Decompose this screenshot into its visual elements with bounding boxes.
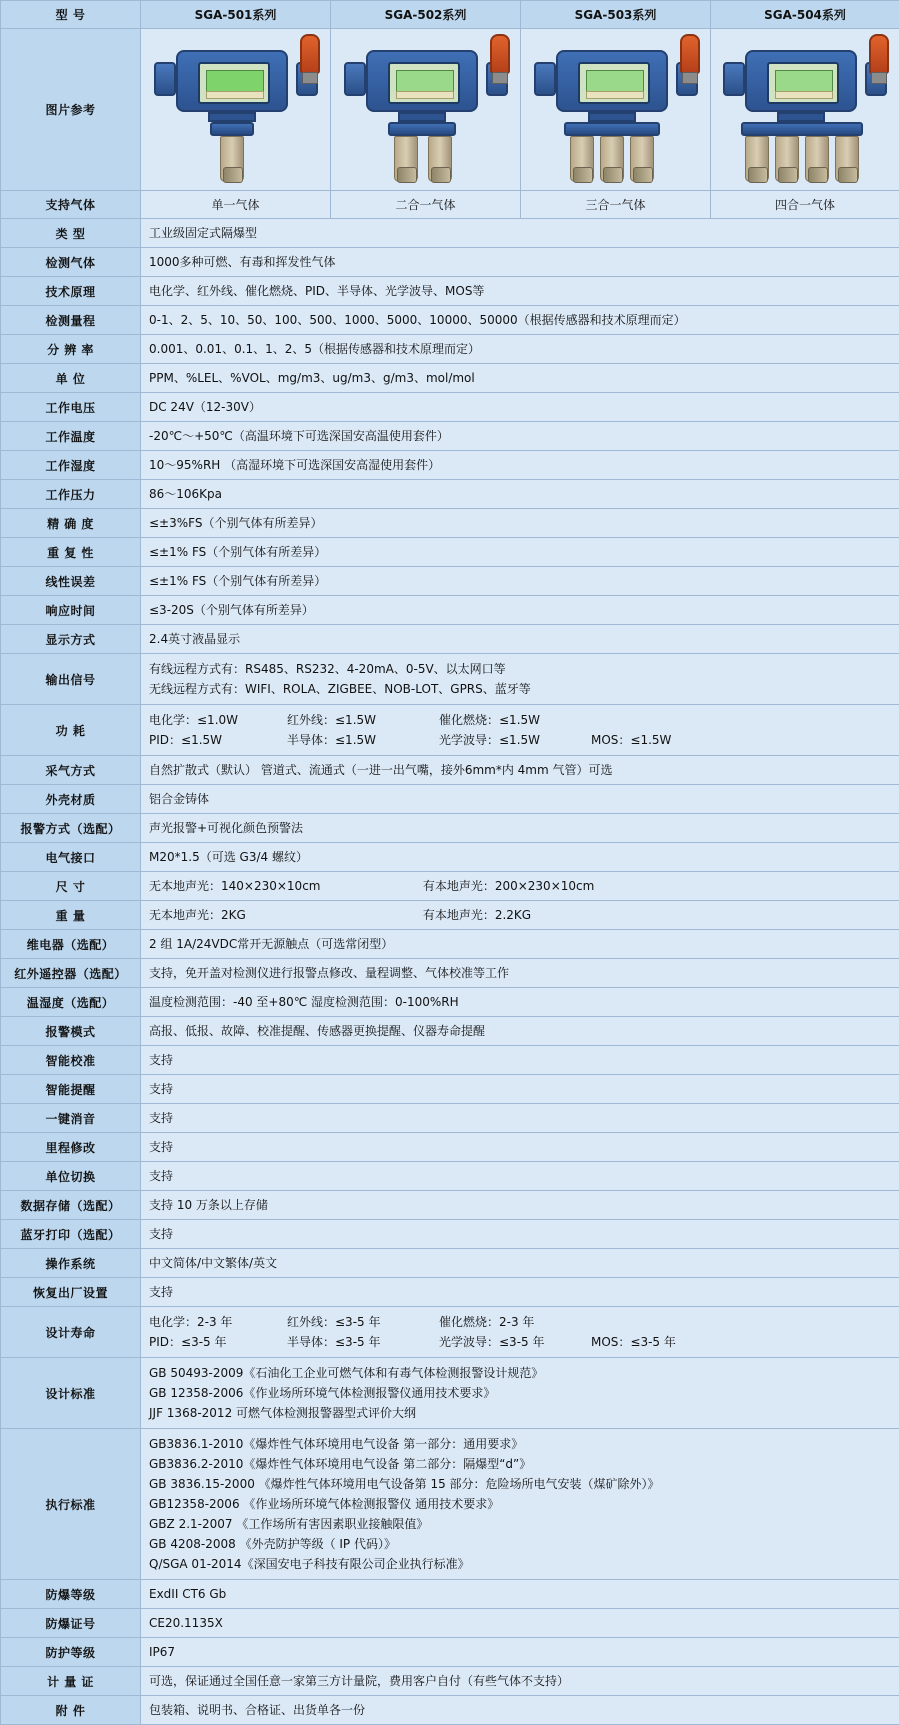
detector-housing (745, 50, 857, 112)
row-value: ExdII CT6 Gb (141, 1580, 899, 1609)
table-row (1, 814, 899, 843)
table-row-power (1, 705, 899, 756)
table-row (1, 277, 899, 306)
detector-housing (556, 50, 668, 112)
manifold-bar (741, 122, 863, 136)
exec-standard-line: GB3836.1-2010《爆炸性气体环境用电气设备 第一部分：通用要求》 (149, 1434, 891, 1454)
row-value: 可选，保证通过全国任意一家第三方计量院，费用客户自付（有些气体不支持） (141, 1667, 899, 1696)
exec-standard-line: GB 3836.15-2000 《爆炸性气体环境用电气设备第 15 部分：危险场所电气安装（煤矿除外）》 (149, 1474, 891, 1494)
detector-neck (208, 112, 256, 122)
table-row (1, 509, 899, 538)
row-label: 红外遥控器（选配） (1, 959, 141, 988)
table-row (1, 567, 899, 596)
row-label-design-standard: 设计标准 (1, 1358, 141, 1429)
row-label: 防护等级 (1, 1638, 141, 1667)
row-value: CE20.1135X (141, 1609, 899, 1638)
table-row (1, 596, 899, 625)
row-label: 单 位 (1, 364, 141, 393)
row-label-output-signal: 输出信号 (1, 654, 141, 705)
row-value: 温度检测范围：-40 至+80℃ 湿度检测范围：0-100%RH (141, 988, 899, 1017)
table-row-images (1, 29, 899, 191)
row-label-gas-support: 支持气体 (1, 191, 141, 219)
power-line-1 (149, 710, 891, 730)
row-value: DC 24V（12-30V） (141, 393, 899, 422)
table-row (1, 393, 899, 422)
row-value: 2.4英寸液晶显示 (141, 625, 899, 654)
row-value: ≤3-20S（个别气体有所差异） (141, 596, 899, 625)
table-row (1, 335, 899, 364)
table-row (1, 1278, 899, 1307)
row-label: 显示方式 (1, 625, 141, 654)
row-value: -20℃～+50℃（高温环境下可选深国安高温使用套件） (141, 422, 899, 451)
row-label: 工作湿度 (1, 451, 141, 480)
table-row (1, 1133, 899, 1162)
life-pid: PID：≤3-5 年 (149, 1333, 287, 1351)
power-line-2 (149, 730, 891, 750)
alarm-beacon-icon (869, 34, 889, 74)
row-label: 防爆等级 (1, 1580, 141, 1609)
table-row (1, 538, 899, 567)
table-row-exec-standard (1, 1429, 899, 1580)
table-row (1, 1017, 899, 1046)
gas-detector-illustration-2 (336, 32, 516, 187)
row-label-dimension: 尺 寸 (1, 872, 141, 901)
product-image-2 (331, 29, 521, 191)
row-label-image-reference: 图片参考 (1, 29, 141, 191)
row-value: 中文简体/中文繁体/英文 (141, 1249, 899, 1278)
row-label: 外壳材质 (1, 785, 141, 814)
row-value-design-standard (141, 1358, 899, 1429)
lcd-display (586, 70, 644, 92)
row-label: 智能提醒 (1, 1075, 141, 1104)
sensor-probe-1 (570, 136, 594, 182)
power-catalytic: 催化燃烧：≤1.5W (439, 711, 591, 729)
alarm-beacon-icon (490, 34, 510, 74)
table-row (1, 1249, 899, 1278)
row-label: 维电器（选配） (1, 930, 141, 959)
row-label: 温湿度（选配） (1, 988, 141, 1017)
row-label: 精 确 度 (1, 509, 141, 538)
design-life-line-2 (149, 1332, 891, 1352)
manifold-bar (564, 122, 660, 136)
table-row-model (1, 1, 899, 29)
row-value: 2 组 1A/24VDC常开无源触点（可选常闭型） (141, 930, 899, 959)
manifold-bar (210, 122, 254, 136)
table-row-design-life (1, 1307, 899, 1358)
housing-left-port (534, 62, 556, 96)
gas-support-value-3: 三合一气体 (521, 191, 711, 219)
row-value: M20*1.5（可选 G3/4 螺纹） (141, 843, 899, 872)
table-row (1, 219, 899, 248)
detector-housing (366, 50, 478, 112)
table-row (1, 1191, 899, 1220)
row-value: 0.001、0.01、0.1、1、2、5（根据传感器和技术原理而定） (141, 335, 899, 364)
table-row (1, 1696, 899, 1725)
row-value: 包装箱、说明书、合格证、出货单各一份 (141, 1696, 899, 1725)
table-row (1, 1609, 899, 1638)
model-header-2: SGA-502系列 (331, 1, 521, 29)
row-label-weight: 重 量 (1, 901, 141, 930)
row-value: ≤±3%FS（个别气体有所差异） (141, 509, 899, 538)
table-row (1, 625, 899, 654)
table-row (1, 422, 899, 451)
row-value: 支持，免开盖对检测仪进行报警点修改、量程调整、气体校准等工作 (141, 959, 899, 988)
sensor-probe-1 (394, 136, 418, 182)
table-row (1, 930, 899, 959)
gas-support-value-1: 单一气体 (141, 191, 331, 219)
row-label: 防爆证号 (1, 1609, 141, 1638)
exec-standard-line: GB12358-2006 《作业场所环境气体检测报警仪 通用技术要求》 (149, 1494, 891, 1514)
row-label: 报警方式（选配） (1, 814, 141, 843)
row-label: 检测气体 (1, 248, 141, 277)
row-value: 工业级固定式隔爆型 (141, 219, 899, 248)
detector-front-panel (578, 62, 650, 104)
row-value: IP67 (141, 1638, 899, 1667)
indicator-strip (396, 91, 454, 99)
row-label: 蓝牙打印（选配） (1, 1220, 141, 1249)
table-row-weight (1, 901, 899, 930)
row-label: 数据存储（选配） (1, 1191, 141, 1220)
life-electrochemical: 电化学：2-3 年 (149, 1313, 287, 1331)
weight-with-alarm: 有本地声光：2.2KG (423, 908, 531, 922)
alarm-beacon-icon (680, 34, 700, 74)
row-value: 支持 (141, 1220, 899, 1249)
dimension-line (149, 877, 891, 895)
sensor-probe-3 (630, 136, 654, 182)
lcd-display (775, 70, 833, 92)
design-life-line-1 (149, 1312, 891, 1332)
housing-left-port (154, 62, 176, 96)
row-label: 里程修改 (1, 1133, 141, 1162)
table-row (1, 1667, 899, 1696)
weight-without-alarm: 无本地声光：2KG (149, 906, 419, 924)
row-value: 支持 (141, 1278, 899, 1307)
indicator-strip (206, 91, 264, 99)
output-wireless-line: 无线远程方式有：WIFI、ROLA、ZIGBEE、NOB-LOT、GPRS、蓝牙等 (149, 679, 891, 699)
row-label: 工作电压 (1, 393, 141, 422)
row-label: 响应时间 (1, 596, 141, 625)
table-row (1, 843, 899, 872)
sensor-probe-4 (835, 136, 859, 182)
row-value: 支持 10 万条以上存储 (141, 1191, 899, 1220)
row-value: 支持 (141, 1162, 899, 1191)
row-label-power: 功 耗 (1, 705, 141, 756)
row-label: 分 辨 率 (1, 335, 141, 364)
sensor-probe-2 (428, 136, 452, 182)
alarm-beacon-base (682, 72, 698, 84)
gas-detector-illustration-4 (715, 32, 895, 187)
row-value: 0-1、2、5、10、50、100、500、1000、5000、10000、50000（根据传感器和技术原理而定） (141, 306, 899, 335)
row-label: 线性误差 (1, 567, 141, 596)
row-value: 86～106Kpa (141, 480, 899, 509)
model-header-3: SGA-503系列 (521, 1, 711, 29)
detector-neck (588, 112, 636, 122)
life-semiconductor: 半导体：≤3-5 年 (287, 1333, 439, 1351)
indicator-strip (586, 91, 644, 99)
row-value-weight (141, 901, 899, 930)
gas-detector-illustration-1 (146, 32, 326, 187)
table-row (1, 1104, 899, 1133)
table-row (1, 959, 899, 988)
row-label: 恢复出厂设置 (1, 1278, 141, 1307)
table-row (1, 1162, 899, 1191)
row-label: 类 型 (1, 219, 141, 248)
row-label: 工作压力 (1, 480, 141, 509)
sensor-probe-2 (775, 136, 799, 182)
row-label: 技术原理 (1, 277, 141, 306)
row-value: 高报、低报、故障、校准提醒、传感器更换提醒、仪器寿命提醒 (141, 1017, 899, 1046)
table-row (1, 988, 899, 1017)
row-value-output-signal (141, 654, 899, 705)
detector-neck (398, 112, 446, 122)
design-standard-line: GB 50493-2009《石油化工企业可燃气体和有毒气体检测报警设计规范》 (149, 1363, 891, 1383)
alarm-beacon-base (492, 72, 508, 84)
row-label: 采气方式 (1, 756, 141, 785)
housing-left-port (344, 62, 366, 96)
detector-front-panel (198, 62, 270, 104)
indicator-strip (775, 91, 833, 99)
row-label: 计 量 证 (1, 1667, 141, 1696)
row-value: 支持 (141, 1104, 899, 1133)
alarm-beacon-icon (300, 34, 320, 74)
row-label: 单位切换 (1, 1162, 141, 1191)
row-label-model: 型 号 (1, 1, 141, 29)
life-catalytic: 催化燃烧：2-3 年 (439, 1313, 591, 1331)
alarm-beacon-base (302, 72, 318, 84)
lcd-display (206, 70, 264, 92)
lcd-display (396, 70, 454, 92)
model-header-4: SGA-504系列 (711, 1, 899, 29)
detector-front-panel (388, 62, 460, 104)
table-row (1, 756, 899, 785)
table-row (1, 1046, 899, 1075)
gas-support-value-4: 四合一气体 (711, 191, 899, 219)
model-header-1: SGA-501系列 (141, 1, 331, 29)
life-mos: MOS：≤3-5 年 (591, 1333, 731, 1351)
row-label: 重 复 性 (1, 538, 141, 567)
sensor-probe-2 (600, 136, 624, 182)
table-row-output-signal (1, 654, 899, 705)
table-row (1, 480, 899, 509)
exec-standard-line: GBZ 2.1-2007 《工作场所有害因素职业接触限值》 (149, 1514, 891, 1534)
power-optical-waveguide: 光学波导：≤1.5W (439, 731, 591, 749)
detector-front-panel (767, 62, 839, 104)
life-optical-waveguide: 光学波导：≤3-5 年 (439, 1333, 591, 1351)
row-value: 支持 (141, 1046, 899, 1075)
row-value-exec-standard (141, 1429, 899, 1580)
row-value: 10～95%RH （高湿环境下可选深国安高湿使用套件） (141, 451, 899, 480)
power-semiconductor: 半导体：≤1.5W (287, 731, 439, 749)
row-label: 附 件 (1, 1696, 141, 1725)
table-row (1, 1075, 899, 1104)
row-value: 自然扩散式（默认） 管道式、流通式（一进一出气嘴，接外6mm*内 4mm 气管）可选 (141, 756, 899, 785)
table-row-dimension (1, 872, 899, 901)
power-mos: MOS：≤1.5W (591, 731, 731, 749)
row-value: ≤±1% FS（个别气体有所差异） (141, 567, 899, 596)
row-value: 电化学、红外线、催化燃烧、PID、半导体、光学波导、MOS等 (141, 277, 899, 306)
sensor-probe-3 (805, 136, 829, 182)
row-label: 电气接口 (1, 843, 141, 872)
row-value-dimension (141, 872, 899, 901)
table-row (1, 1220, 899, 1249)
gas-detector-illustration-3 (526, 32, 706, 187)
table-row (1, 451, 899, 480)
power-pid: PID：≤1.5W (149, 731, 287, 749)
table-row (1, 306, 899, 335)
row-value: 1000多种可燃、有毒和挥发性气体 (141, 248, 899, 277)
row-label: 操作系统 (1, 1249, 141, 1278)
output-wired-line: 有线远程方式有：RS485、RS232、4-20mA、0-5V、以太网口等 (149, 659, 891, 679)
row-value: ≤±1% FS（个别气体有所差异） (141, 538, 899, 567)
table-row (1, 248, 899, 277)
row-value: PPM、%LEL、%VOL、mg/m3、ug/m3、g/m3、mol/mol (141, 364, 899, 393)
weight-line (149, 906, 891, 924)
table-row (1, 1638, 899, 1667)
product-image-3 (521, 29, 711, 191)
exec-standard-line: Q/SGA 01-2014《深国安电子科技有限公司企业执行标准》 (149, 1554, 891, 1574)
gas-support-value-2: 二合一气体 (331, 191, 521, 219)
product-image-1 (141, 29, 331, 191)
table-row (1, 785, 899, 814)
row-value: 支持 (141, 1133, 899, 1162)
sensor-probe-1 (220, 136, 244, 182)
dimension-with-alarm: 有本地声光：200×230×10cm (423, 879, 594, 893)
row-label-design-life: 设计寿命 (1, 1307, 141, 1358)
product-image-4 (711, 29, 899, 191)
row-label: 工作温度 (1, 422, 141, 451)
row-value: 声光报警+可视化颜色预警法 (141, 814, 899, 843)
sensor-probe-1 (745, 136, 769, 182)
row-label: 报警模式 (1, 1017, 141, 1046)
row-value-power (141, 705, 899, 756)
design-standard-line: GB 12358-2006《作业场所环境气体检测报警仪通用技术要求》 (149, 1383, 891, 1403)
row-label-exec-standard: 执行标准 (1, 1429, 141, 1580)
housing-left-port (723, 62, 745, 96)
row-value-design-life (141, 1307, 899, 1358)
power-infrared: 红外线：≤1.5W (287, 711, 439, 729)
design-standard-line: JJF 1368-2012 可燃气体检测报警器型式评价大纲 (149, 1403, 891, 1423)
exec-standard-line: GB 4208-2008 《外壳防护等级（ IP 代码）》 (149, 1534, 891, 1554)
exec-standard-line: GB3836.2-2010《爆炸性气体环境用电气设备 第二部分：隔爆型“d”》 (149, 1454, 891, 1474)
power-electrochemical: 电化学：≤1.0W (149, 711, 287, 729)
life-infrared: 红外线：≤3-5 年 (287, 1313, 439, 1331)
manifold-bar (388, 122, 456, 136)
alarm-beacon-base (871, 72, 887, 84)
detector-housing (176, 50, 288, 112)
row-value: 铝合金铸体 (141, 785, 899, 814)
row-value: 支持 (141, 1075, 899, 1104)
table-row-gas-support (1, 191, 899, 219)
dimension-without-alarm: 无本地声光：140×230×10cm (149, 877, 419, 895)
table-row (1, 1580, 899, 1609)
row-label: 一键消音 (1, 1104, 141, 1133)
table-row (1, 364, 899, 393)
row-label: 智能校准 (1, 1046, 141, 1075)
row-label: 检测量程 (1, 306, 141, 335)
table-row-design-standard (1, 1358, 899, 1429)
detector-neck (777, 112, 825, 122)
